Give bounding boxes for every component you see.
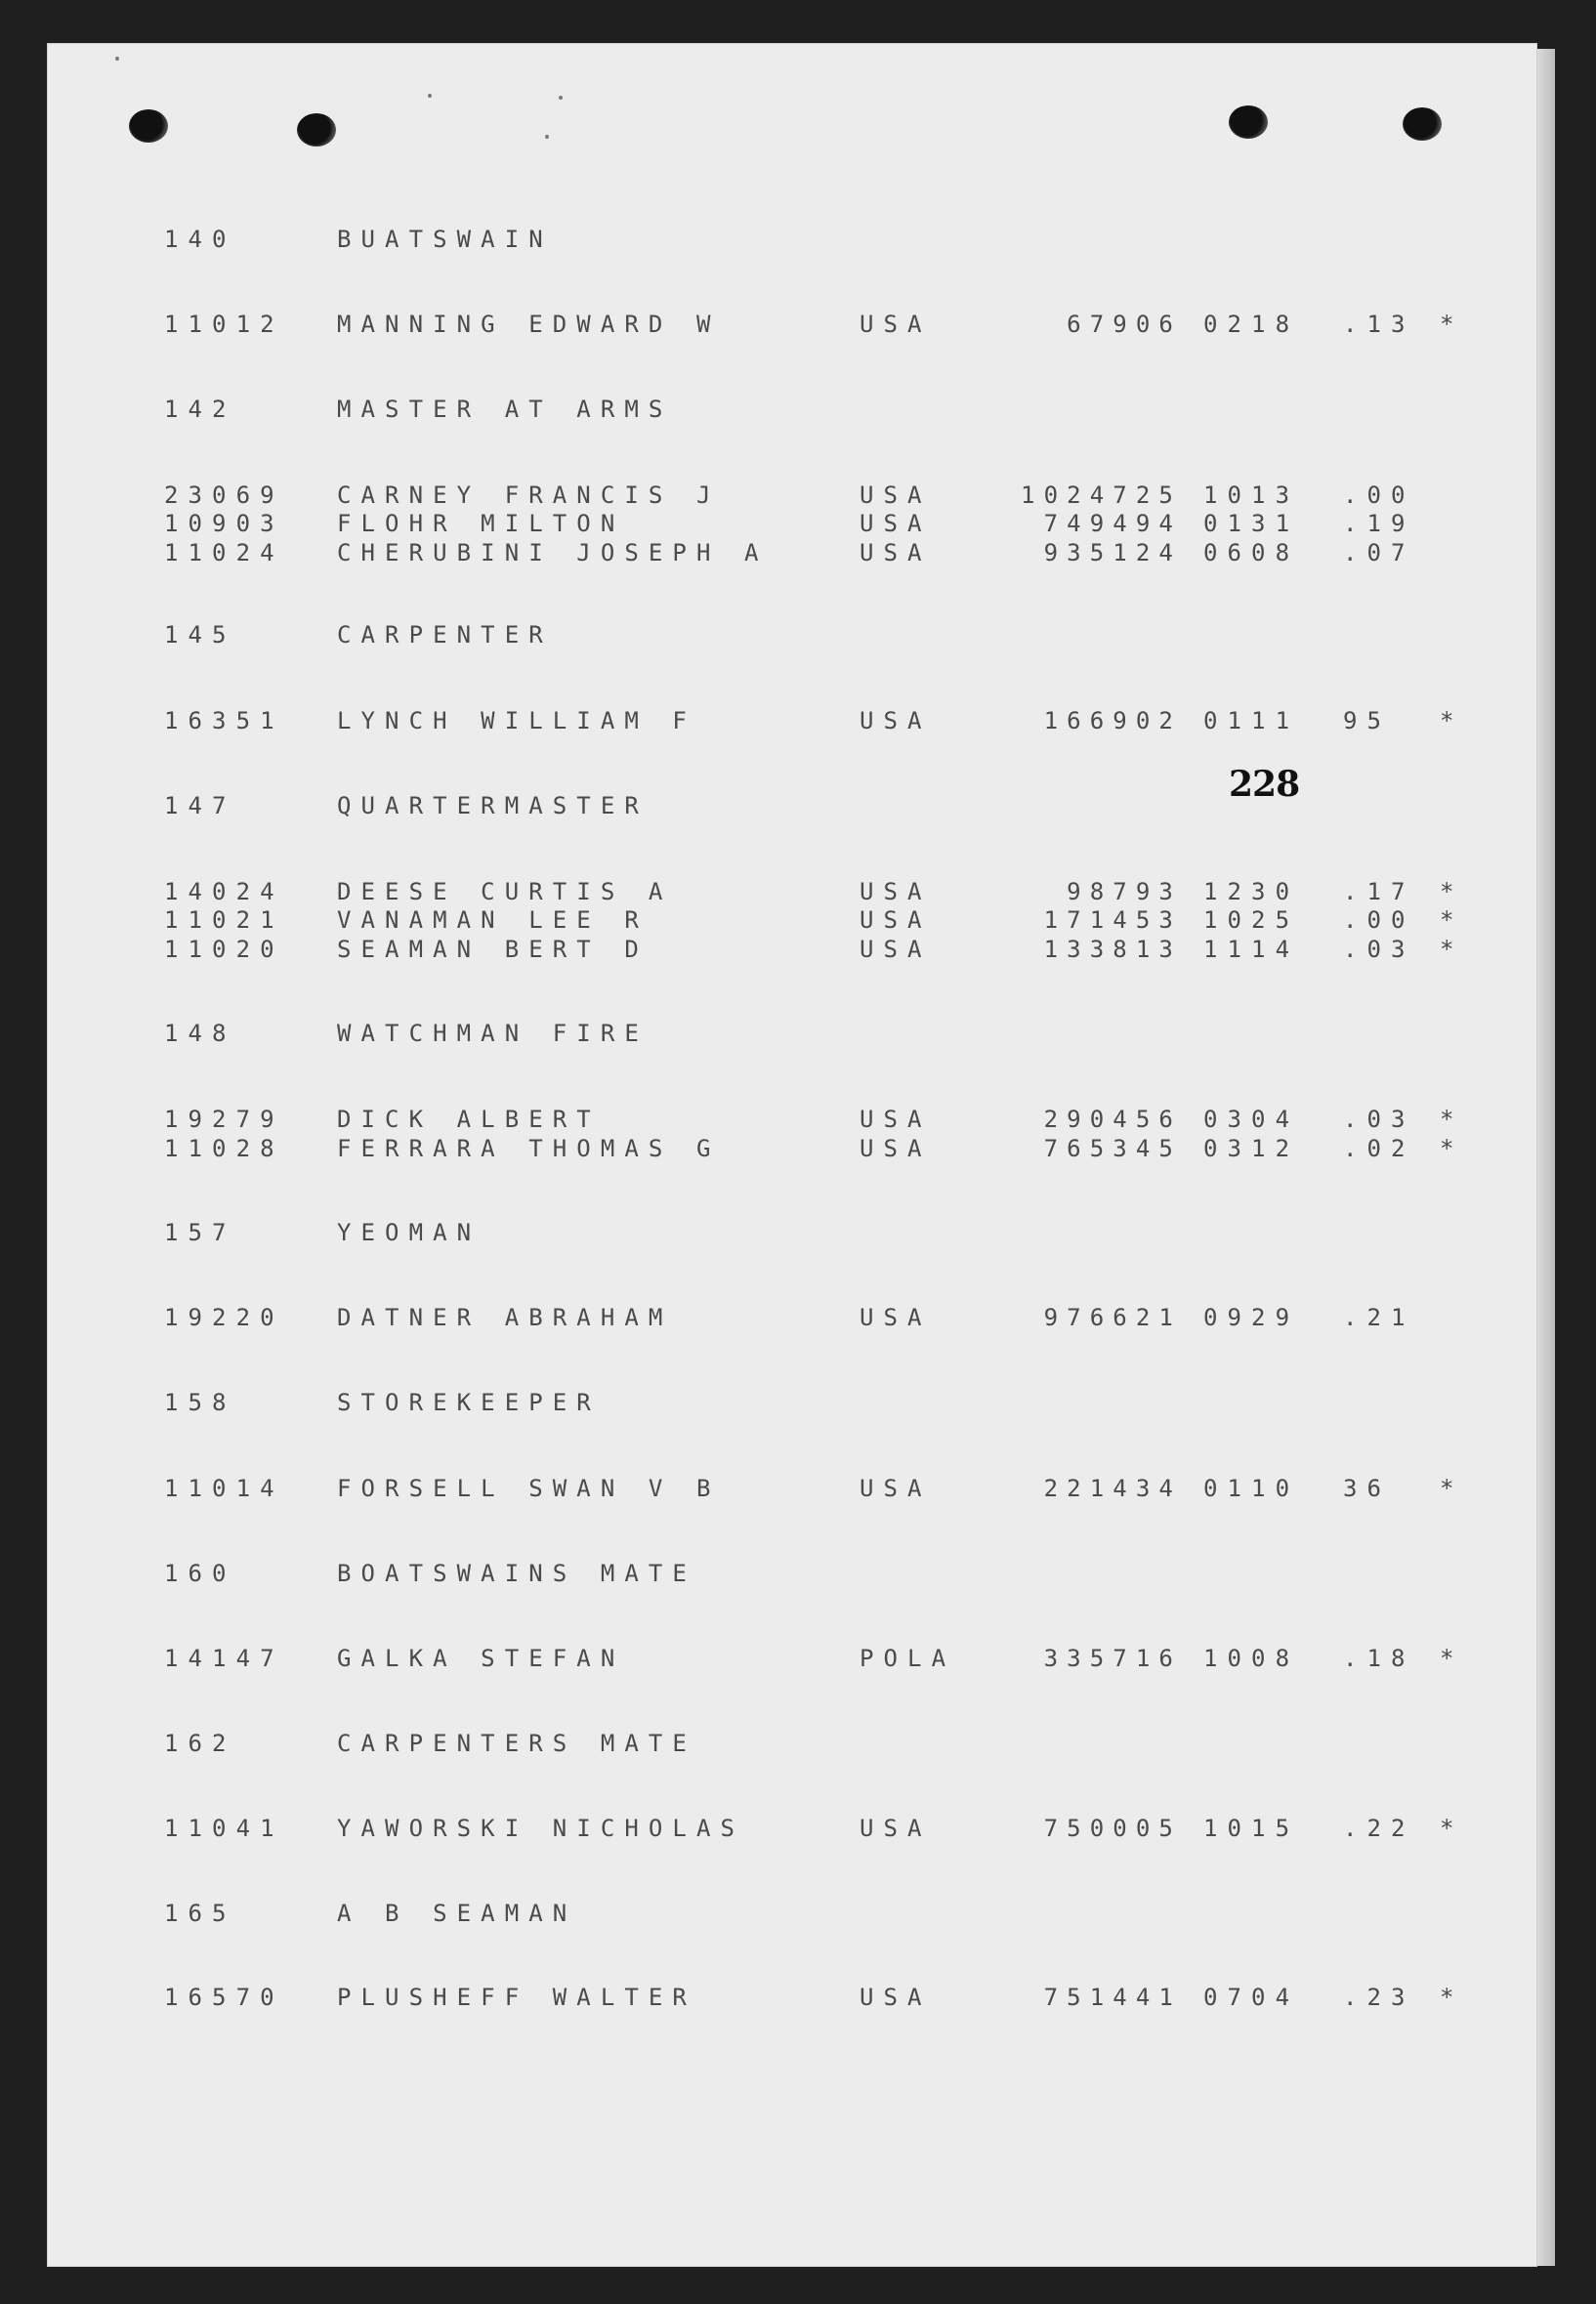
date-code: 0608	[1203, 539, 1300, 566]
asterisk-mark: *	[1440, 311, 1454, 338]
crew-name: LYNCH WILLIAM F	[337, 707, 696, 734]
crew-name: GALKA STEFAN	[337, 1645, 625, 1672]
rating-code: 148	[164, 1020, 236, 1047]
section-header	[0, 1388, 1596, 1423]
date-code: 1114	[1203, 936, 1300, 963]
nationality: USA	[860, 906, 932, 934]
document-number: 67906	[1067, 311, 1182, 338]
decimal-value: 36	[1343, 1475, 1392, 1502]
crew-id: 16351	[164, 707, 284, 734]
asterisk-mark: *	[1440, 1645, 1454, 1672]
crew-row	[0, 935, 1596, 970]
crew-id: 11021	[164, 906, 284, 934]
nationality: USA	[860, 707, 932, 734]
rating-title: A B SEAMAN	[337, 1900, 577, 1927]
decimal-value: .03	[1343, 936, 1415, 963]
crew-name: YAWORSKI NICHOLAS	[337, 1815, 744, 1842]
rating-title: BOATSWAINS MATE	[337, 1560, 696, 1587]
crew-id: 11024	[164, 539, 284, 566]
nationality: USA	[860, 311, 932, 338]
rating-code: 162	[164, 1730, 236, 1757]
crew-id: 16570	[164, 1984, 284, 2011]
rating-title: BUATSWAIN	[337, 226, 553, 253]
date-code: 1230	[1203, 878, 1300, 905]
document-number: 166902	[1043, 707, 1182, 734]
document-number: 171453	[1043, 906, 1182, 934]
date-code: 0929	[1203, 1304, 1300, 1331]
document-number: 1024725	[1021, 482, 1182, 509]
asterisk-mark: *	[1440, 936, 1454, 963]
date-code: 0704	[1203, 1984, 1300, 2011]
nationality: USA	[860, 936, 932, 963]
rating-code: 157	[164, 1219, 236, 1246]
crew-row	[0, 1303, 1596, 1338]
crew-name: DATNER ABRAHAM	[337, 1304, 673, 1331]
nationality: USA	[860, 1984, 932, 2011]
decimal-value: .21	[1343, 1304, 1415, 1331]
rating-title: STOREKEEPER	[337, 1389, 601, 1416]
nationality: USA	[860, 1475, 932, 1502]
crew-id: 11020	[164, 936, 284, 963]
rating-code: 145	[164, 621, 236, 649]
decimal-value: .19	[1343, 510, 1415, 537]
date-code: 0218	[1203, 311, 1300, 338]
document-number: 750005	[1043, 1815, 1182, 1842]
nationality: USA	[860, 1106, 932, 1133]
rating-title: CARPENTER	[337, 621, 553, 649]
rating-title: QUARTERMASTER	[337, 792, 649, 819]
crew-name: CARNEY FRANCIS J	[337, 482, 721, 509]
rating-code: 160	[164, 1560, 236, 1587]
date-code: 0111	[1203, 707, 1300, 734]
date-code: 0304	[1203, 1106, 1300, 1133]
decimal-value: .18	[1343, 1645, 1415, 1672]
crew-name: DEESE CURTIS A	[337, 878, 673, 905]
crew-row	[0, 1983, 1596, 2018]
nationality: USA	[860, 510, 932, 537]
crew-row	[0, 310, 1596, 345]
decimal-value: .17	[1343, 878, 1415, 905]
crew-id: 11028	[164, 1135, 284, 1162]
section-header	[0, 1218, 1596, 1253]
decimal-value: .03	[1343, 1106, 1415, 1133]
rating-code: 140	[164, 226, 236, 253]
document-number: 98793	[1067, 878, 1182, 905]
crew-id: 14024	[164, 878, 284, 905]
document-number: 976621	[1043, 1304, 1182, 1331]
crew-id: 14147	[164, 1645, 284, 1672]
asterisk-mark: *	[1440, 878, 1454, 905]
crew-id: 19279	[164, 1106, 284, 1133]
crew-id: 10903	[164, 510, 284, 537]
document-number: 290456	[1043, 1106, 1182, 1133]
crew-name: FORSELL SWAN V B	[337, 1475, 721, 1502]
decimal-value: .00	[1343, 906, 1415, 934]
document-number: 221434	[1043, 1475, 1182, 1502]
crew-id: 11014	[164, 1475, 284, 1502]
crew-name: CHERUBINI JOSEPH A	[337, 539, 769, 566]
decimal-value: .23	[1343, 1984, 1415, 2011]
nationality: USA	[860, 1304, 932, 1331]
crew-name: PLUSHEFF WALTER	[337, 1984, 696, 2011]
crew-name: MANNING EDWARD W	[337, 311, 721, 338]
crew-row	[0, 1474, 1596, 1509]
section-header	[0, 791, 1596, 826]
rating-code: 147	[164, 792, 236, 819]
section-header	[0, 620, 1596, 655]
asterisk-mark: *	[1440, 906, 1454, 934]
document-number: 935124	[1043, 539, 1182, 566]
crew-name: DICK ALBERT	[337, 1106, 601, 1133]
asterisk-mark: *	[1440, 1984, 1454, 2011]
crew-id: 23069	[164, 482, 284, 509]
rating-code: 142	[164, 396, 236, 423]
page-number-stamp: 228	[1229, 764, 1300, 805]
rating-code: 158	[164, 1389, 236, 1416]
crew-name: SEAMAN BERT D	[337, 936, 649, 963]
crew-row	[0, 538, 1596, 573]
nationality: USA	[860, 539, 932, 566]
decimal-value: .00	[1343, 482, 1415, 509]
document-number: 751441	[1043, 1984, 1182, 2011]
document-number: 133813	[1043, 936, 1182, 963]
date-code: 1025	[1203, 906, 1300, 934]
rating-title: CARPENTERS MATE	[337, 1730, 696, 1757]
asterisk-mark: *	[1440, 1106, 1454, 1133]
document-number: 749494	[1043, 510, 1182, 537]
asterisk-mark: *	[1440, 1815, 1454, 1842]
section-header	[0, 395, 1596, 430]
section-header	[0, 1019, 1596, 1054]
section-header	[0, 1899, 1596, 1934]
decimal-value: .07	[1343, 539, 1415, 566]
nationality: POLA	[860, 1645, 956, 1672]
document-number: 335716	[1043, 1645, 1182, 1672]
decimal-value: .02	[1343, 1135, 1415, 1162]
date-code: 0110	[1203, 1475, 1300, 1502]
decimal-value: 95	[1343, 707, 1392, 734]
crew-id: 11012	[164, 311, 284, 338]
crew-row	[0, 1134, 1596, 1169]
crew-row	[0, 706, 1596, 741]
crew-name: VANAMAN LEE R	[337, 906, 649, 934]
asterisk-mark: *	[1440, 707, 1454, 734]
crew-row	[0, 1644, 1596, 1679]
decimal-value: .13	[1343, 311, 1415, 338]
document-number: 765345	[1043, 1135, 1182, 1162]
rating-title: YEOMAN	[337, 1219, 482, 1246]
date-code: 1013	[1203, 482, 1300, 509]
section-header	[0, 1559, 1596, 1594]
rating-title: MASTER AT ARMS	[337, 396, 673, 423]
section-header	[0, 1729, 1596, 1764]
section-header	[0, 225, 1596, 260]
decimal-value: .22	[1343, 1815, 1415, 1842]
nationality: USA	[860, 482, 932, 509]
nationality: USA	[860, 1815, 932, 1842]
crew-id: 11041	[164, 1815, 284, 1842]
date-code: 0131	[1203, 510, 1300, 537]
crew-row	[0, 1814, 1596, 1849]
crew-name: FERRARA THOMAS G	[337, 1135, 721, 1162]
asterisk-mark: *	[1440, 1135, 1454, 1162]
rating-title: WATCHMAN FIRE	[337, 1020, 649, 1047]
asterisk-mark: *	[1440, 1475, 1454, 1502]
date-code: 1015	[1203, 1815, 1300, 1842]
nationality: USA	[860, 878, 932, 905]
date-code: 0312	[1203, 1135, 1300, 1162]
crew-id: 19220	[164, 1304, 284, 1331]
date-code: 1008	[1203, 1645, 1300, 1672]
nationality: USA	[860, 1135, 932, 1162]
crew-name: FLOHR MILTON	[337, 510, 625, 537]
rating-code: 165	[164, 1900, 236, 1927]
